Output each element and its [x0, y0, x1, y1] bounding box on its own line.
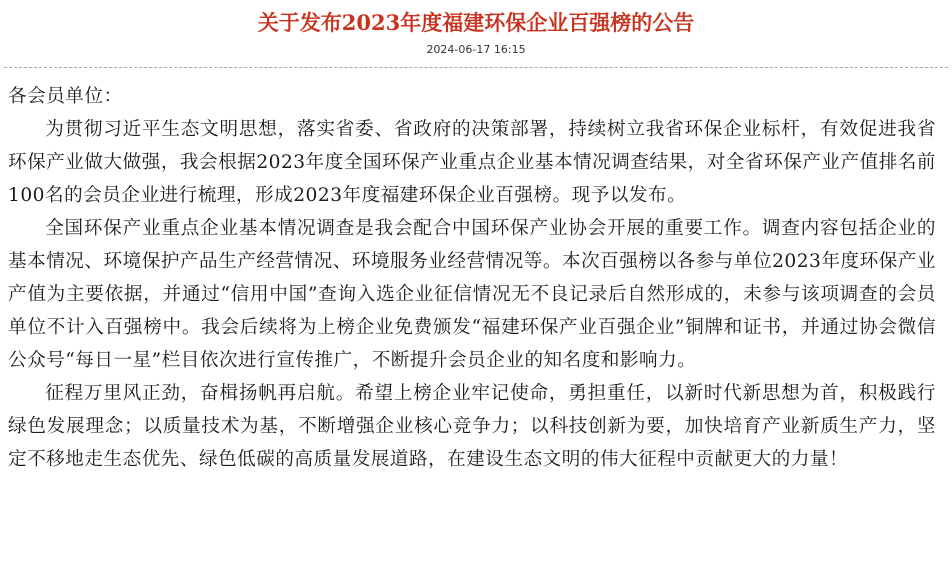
publish-datetime: 2024-06-17 16:15 — [426, 43, 526, 56]
paragraph-intro: 为贯彻习近平生态文明思想，落实省委、省政府的决策部署，持续树立我省环保企业标杆，有效促进我省环保产业做大做强，我会根据2023年度全国环保产业重点企业基本情况调查结果，对全省环保产业产值排名前100名的会员企业进行梳理，形成2023年度福建环保企业百强榜。现予以发布。 — [8, 119, 936, 206]
title-divider — [4, 67, 948, 68]
salutation: 各会员单位： — [8, 86, 123, 107]
paragraph-closing: 征程万里风正劲，奋楫扬帆再启航。希望上榜企业牢记使命，勇担重任，以新时代新思想为首，积极践行绿色发展理念；以质量技术为基，不断增强企业核心竞争力；以科技创新为要，加快培育产业新质生产力，坚定不移地走生态优先、绿色低碳的高质量发展道路，在建设生态文明的伟大征程中贡献更大的力量！ — [8, 383, 936, 470]
article-title: 关于发布2023年度福建环保企业百强榜的公告 — [257, 10, 695, 35]
article-body — [8, 80, 936, 476]
paragraph-survey: 全国环保产业重点企业基本情况调查是我会配合中国环保产业协会开展的重要工作。调查内容包括企业的基本情况、环境保护产品生产经营情况、环境服务业经营情况等。本次百强榜以各参与单位2023年度环保产业产值为主要依据，并通过“信用中国”查询入选企业征信情况无不良记录后自然形成的，未参与该项调查的会员单位不计入百强榜中。我会后续将为上榜企业免费颁发“福建环保产业百强企业”铜牌和证书，并通过协会微信公众号“每日一星”栏目依次进行宣传推广，不断提升会员企业的知名度和影响力。 — [8, 218, 936, 371]
